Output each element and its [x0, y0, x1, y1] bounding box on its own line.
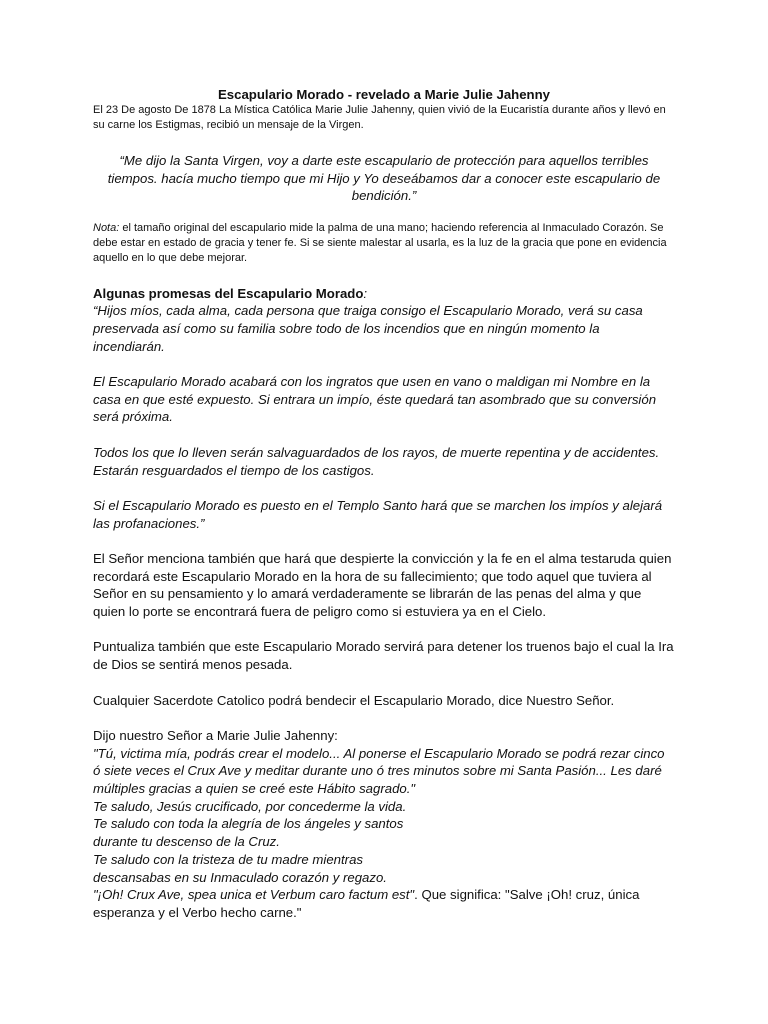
- promise-paragraph-2: El Escapulario Morado acabará con los ingratos que usen en vano o maldigan mi Nombre en la casa en que esté expuesto. Si entrara un impío, éste quedará tan asombrado que su conversión será próxima.: [93, 374, 657, 425]
- prayer-line: Te saludo, Jesús crucificado, por concederme la vida.: [93, 798, 407, 814]
- promise-paragraph-1: “Hijos míos, cada alma, cada persona que traiga consigo el Escapulario Morado, verá su casa preservada así como su familia sobre todo de los incendios que en ningún momento la incendiarán.: [93, 303, 643, 354]
- final-intro: Dijo nuestro Señor a Marie Julie Jahenny:: [93, 727, 338, 743]
- note-text: el tamaño original del escapulario mide la palma de una mano; haciendo referencia al Inmaculado Corazón. Se debe estar en estado de gracia y tener fe. Si se siente malestar al usarla, es la luz de la gracia que pone en evidencia aquello en lo que debe mejorar.: [93, 221, 667, 264]
- note-paragraph: [93, 221, 675, 266]
- prayer-line: Te saludo con toda la alegría de los ángeles y santos: [93, 816, 404, 832]
- thunder-paragraph: Puntualiza también que este Escapulario Morado servirá para detener los truenos bajo el cual la Ira de Dios se sentirá menos pesada.: [93, 639, 674, 673]
- latin-phrase-paragraph: [93, 886, 675, 921]
- latin-phrase: "¡Oh! Crux Ave, spea unica et Verbum caro factum est": [93, 887, 415, 903]
- prayer-line: descansabas en su Inmaculado corazón y regazo.: [93, 869, 387, 885]
- promise-paragraph-3: Todos los que lo lleven serán salvaguardados de los rayos, de muerte repentina y de accidentes. Estarán resguardados el tiempo de los castigos.: [93, 444, 660, 478]
- document-title: Escapulario Morado - revelado a Marie Julie Jahenny: [218, 87, 550, 102]
- lord-mentions-paragraph: El Señor menciona también que hará que despierte la convicción y la fe en el alma testaruda quien recordará este Escapulario Morado en la hora de su fallecimiento; que todo aquel que tuviera al Señor en su pensamiento y lo amará verdaderamente se librarán de las penas del alma y que quien lo porte se encontrará fuera de peligro como si estuviera ya en el Cielo.: [93, 550, 672, 620]
- final-quote: "Tú, victima mía, podrás crear el modelo... Al ponerse el Escapulario Morado se podrá rezar cinco ó siete veces el Crux Ave y meditar durante uno ó tres minutos sobre mi Santa Pasión... Les daré múltiples gracias a quien se creé este Hábito sagrado.": [93, 745, 665, 797]
- priest-blessing-paragraph: Cualquier Sacerdote Catolico podrá bendecir el Escapulario Morado, dice Nuestro Señor.: [93, 692, 615, 708]
- intro-paragraph: El 23 De agosto De 1878 La Mística Católica Marie Julie Jahenny, quien vivió de la Eucaristía durante años y llevó en su carne los Estigmas, recibió un mensaje de la Virgen.: [93, 104, 666, 131]
- prayer-block: [93, 798, 675, 887]
- promises-heading-text: Algunas promesas del Escapulario Morado: [93, 285, 364, 301]
- document-page: [93, 86, 675, 922]
- promise-paragraph-4: Si el Escapulario Morado es puesto en el Templo Santo hará que se marchen los impíos y alejará las profanaciones.”: [93, 497, 663, 531]
- latin-translation: . Que significa: "Salve ¡Oh! cruz, única esperanza y el Verbo hecho carne.": [93, 887, 640, 920]
- promises-heading-colon: :: [363, 285, 368, 301]
- note-label: Nota:: [93, 221, 120, 234]
- prayer-line: Te saludo con la tristeza de tu madre mientras: [93, 851, 363, 867]
- prayer-line: durante tu descenso de la Cruz.: [93, 834, 280, 850]
- promises-heading: [93, 285, 675, 303]
- virgin-quote: “Me dijo la Santa Virgen, voy a darte este escapulario de protección para aquellos terribles tiempos. hacía mucho tiempo que mi Hijo y Yo deseábamos dar a conocer este escapulario de bendición.”: [107, 153, 661, 203]
